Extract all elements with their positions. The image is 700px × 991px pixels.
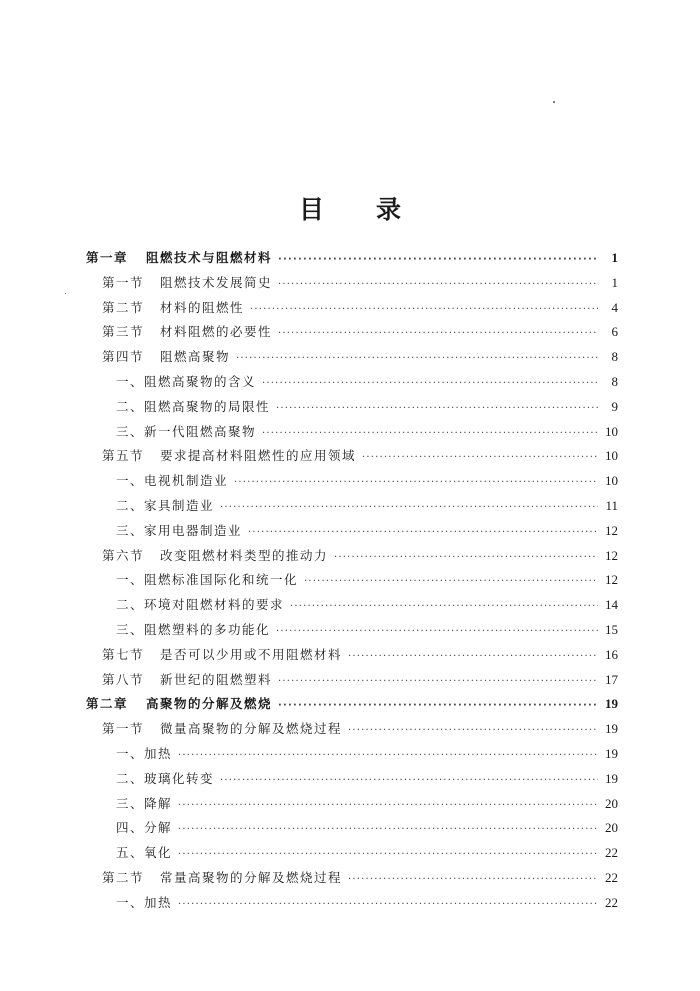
toc-chapter-entry	[86, 246, 618, 271]
toc-section-number: 第一章	[86, 250, 129, 265]
toc-section-number: 第五节	[102, 448, 145, 464]
toc-section-entry	[86, 320, 618, 345]
toc-page-number: 20	[605, 820, 618, 836]
toc-page-number: 19	[605, 770, 618, 786]
toc-page-number: 16	[605, 646, 618, 662]
toc-entry-label	[86, 544, 328, 569]
toc-entry-label	[86, 271, 272, 296]
toc-entry-label	[86, 891, 172, 916]
toc-entry-label	[86, 444, 356, 469]
toc-entry-label	[86, 345, 230, 370]
toc-leader-dots	[348, 868, 598, 893]
toc-leader-dots	[234, 471, 598, 496]
toc-entry-title: 三、降解	[116, 795, 173, 811]
toc-entry-label	[86, 742, 172, 767]
toc-leader-dots	[250, 298, 598, 323]
toc-leader-dots	[276, 620, 598, 645]
toc-section-number: 第四节	[102, 349, 145, 365]
toc-section-entry	[86, 544, 618, 569]
toc-entry-title: 阻燃高聚物	[160, 349, 231, 365]
toc-entry-label	[86, 767, 214, 792]
toc-leader-dots	[278, 248, 598, 273]
toc-page-number: 14	[605, 597, 618, 613]
toc-section-number: 第一节	[102, 274, 145, 290]
toc-subsection-entry	[86, 618, 618, 643]
toc-leader-dots	[276, 397, 598, 422]
toc-entry-label	[86, 320, 272, 345]
toc-page-number: 8	[611, 373, 618, 389]
toc-leader-dots	[236, 347, 598, 372]
toc-entry-title: 微量高聚物的分解及燃烧过程	[160, 721, 343, 737]
toc-section-entry	[86, 643, 618, 668]
toc-leader-dots	[278, 670, 598, 695]
toc-section-entry	[86, 866, 618, 891]
toc-subsection-entry	[86, 841, 618, 866]
toc-entry-title: 二、环境对阻燃材料的要求	[116, 597, 285, 613]
toc-subsection-entry	[86, 420, 618, 445]
toc-entry-label	[86, 395, 270, 420]
toc-page-number: 19	[605, 696, 618, 712]
toc-leader-dots	[362, 446, 598, 471]
toc-subsection-entry	[86, 568, 618, 593]
toc-leader-dots	[178, 794, 598, 819]
toc-entry-title: 三、家用电器制造业	[116, 522, 243, 538]
toc-section-number: 第二章	[86, 696, 129, 712]
toc-page-number: 10	[605, 423, 618, 439]
toc-entry-title: 常量高聚物的分解及燃烧过程	[160, 869, 343, 885]
toc-subsection-entry	[86, 469, 618, 494]
toc-page-number: 22	[605, 869, 618, 885]
toc-entry-title: 四、分解	[116, 820, 173, 836]
toc-entry-label	[86, 643, 342, 668]
toc-section-number: 第六节	[102, 547, 145, 563]
toc-entry-title: 二、家具制造业	[116, 497, 215, 513]
toc-section-entry	[86, 271, 618, 296]
toc-entry-label	[86, 370, 256, 395]
toc-leader-dots	[262, 422, 598, 447]
toc-section-entry	[86, 296, 618, 321]
toc-entry-title: 材料的阻燃性	[160, 299, 245, 315]
toc-subsection-entry	[86, 370, 618, 395]
toc-section-entry	[86, 668, 618, 693]
toc-page-number: 6	[611, 324, 618, 340]
toc-leader-dots	[290, 595, 598, 620]
page-title	[0, 190, 700, 226]
toc-entry-title: 要求提高材料阻燃性的应用领域	[160, 448, 357, 464]
toc-entry-label	[86, 420, 256, 445]
toc-entry-title: 阻燃技术与阻燃材料	[146, 250, 273, 265]
toc-entry-title: 材料阻燃的必要性	[160, 324, 273, 340]
toc-subsection-entry	[86, 767, 618, 792]
toc-entry-title: 一、阻燃高聚物的含义	[116, 373, 257, 389]
toc-leader-dots	[334, 546, 598, 571]
toc-page-number: 1	[611, 250, 618, 265]
scan-speck	[553, 101, 555, 103]
toc-leader-dots	[178, 893, 598, 918]
toc-entry-label	[86, 841, 172, 866]
toc-entry-title: 二、玻璃化转变	[116, 770, 215, 786]
toc-entry-label	[86, 296, 244, 321]
toc-entry-title: 阻燃技术发展简史	[160, 274, 273, 290]
toc-leader-dots	[278, 273, 598, 298]
toc-entry-label	[86, 469, 228, 494]
toc-subsection-entry	[86, 494, 618, 519]
toc-entry-title: 一、加热	[116, 745, 173, 761]
toc-leader-dots	[178, 818, 598, 843]
toc-page-number: 12	[605, 572, 618, 588]
toc-page-number: 22	[605, 894, 618, 910]
toc-page-number: 17	[605, 671, 618, 687]
scan-speck	[65, 293, 66, 294]
toc-entry-title: 是否可以少用或不用阻燃材料	[160, 646, 343, 662]
toc-subsection-entry	[86, 792, 618, 817]
toc-entry-label	[86, 692, 272, 717]
title-char-1: 目	[298, 195, 324, 224]
toc-entry-label	[86, 494, 214, 519]
toc-leader-dots	[262, 372, 598, 397]
toc-page-number: 8	[611, 349, 618, 365]
toc-section-number: 第二节	[102, 869, 145, 885]
toc-leader-dots	[348, 719, 598, 744]
toc-page-number: 20	[605, 795, 618, 811]
toc-entry-label	[86, 246, 272, 271]
toc-page-number: 10	[605, 473, 618, 489]
toc-subsection-entry	[86, 519, 618, 544]
toc-entry-label	[86, 668, 272, 693]
toc-subsection-entry	[86, 593, 618, 618]
toc-subsection-entry	[86, 742, 618, 767]
toc-leader-dots	[248, 521, 598, 546]
toc-section-number: 第八节	[102, 671, 145, 687]
toc-page-number: 19	[605, 745, 618, 761]
toc-page-number: 19	[605, 721, 618, 737]
toc-leader-dots	[178, 744, 598, 769]
toc-entry-title: 三、新一代阻燃高聚物	[116, 423, 257, 439]
toc-leader-dots	[220, 769, 598, 794]
toc-page-number: 10	[605, 448, 618, 464]
title-char-2: 录	[376, 195, 402, 224]
toc-leader-dots	[278, 694, 598, 719]
toc-entry-title: 三、阻燃塑料的多功能化	[116, 621, 271, 637]
toc-page-number: 4	[611, 299, 618, 315]
toc-entry-title: 一、阻燃标准国际化和统一化	[116, 572, 299, 588]
toc-page-number: 1	[611, 274, 618, 290]
toc-section-number: 第三节	[102, 324, 145, 340]
toc-subsection-entry	[86, 395, 618, 420]
toc-leader-dots	[304, 570, 598, 595]
toc-entry-label	[86, 593, 284, 618]
toc-section-entry	[86, 717, 618, 742]
table-of-contents	[86, 246, 618, 916]
toc-entry-title: 一、电视机制造业	[116, 473, 229, 489]
toc-entry-label	[86, 618, 270, 643]
toc-entry-title: 高聚物的分解及燃烧	[146, 696, 273, 712]
toc-page-number: 22	[605, 845, 618, 861]
toc-section-number: 第二节	[102, 299, 145, 315]
toc-subsection-entry	[86, 816, 618, 841]
toc-entry-label	[86, 792, 172, 817]
toc-entry-title: 二、阻燃高聚物的局限性	[116, 398, 271, 414]
toc-entry-title: 一、加热	[116, 894, 173, 910]
toc-entry-title: 新世纪的阻燃塑料	[160, 671, 273, 687]
toc-subsection-entry	[86, 891, 618, 916]
toc-leader-dots	[348, 645, 598, 670]
toc-entry-label	[86, 717, 342, 742]
toc-section-number: 第一节	[102, 721, 145, 737]
toc-section-entry	[86, 444, 618, 469]
toc-leader-dots	[220, 496, 598, 521]
toc-page-number: 12	[605, 547, 618, 563]
toc-page-number: 9	[611, 398, 618, 414]
toc-entry-title: 五、氧化	[116, 845, 173, 861]
toc-entry-label	[86, 568, 298, 593]
toc-leader-dots	[178, 843, 598, 868]
toc-entry-label	[86, 519, 242, 544]
toc-section-number: 第七节	[102, 646, 145, 662]
toc-section-entry	[86, 345, 618, 370]
toc-entry-title: 改变阻燃材料类型的推动力	[160, 547, 329, 563]
toc-entry-label	[86, 816, 172, 841]
toc-entry-label	[86, 866, 342, 891]
toc-leader-dots	[278, 322, 598, 347]
toc-page-number: 12	[605, 522, 618, 538]
toc-page-number: 11	[605, 497, 618, 513]
toc-chapter-entry	[86, 692, 618, 717]
toc-page-number: 15	[605, 621, 618, 637]
